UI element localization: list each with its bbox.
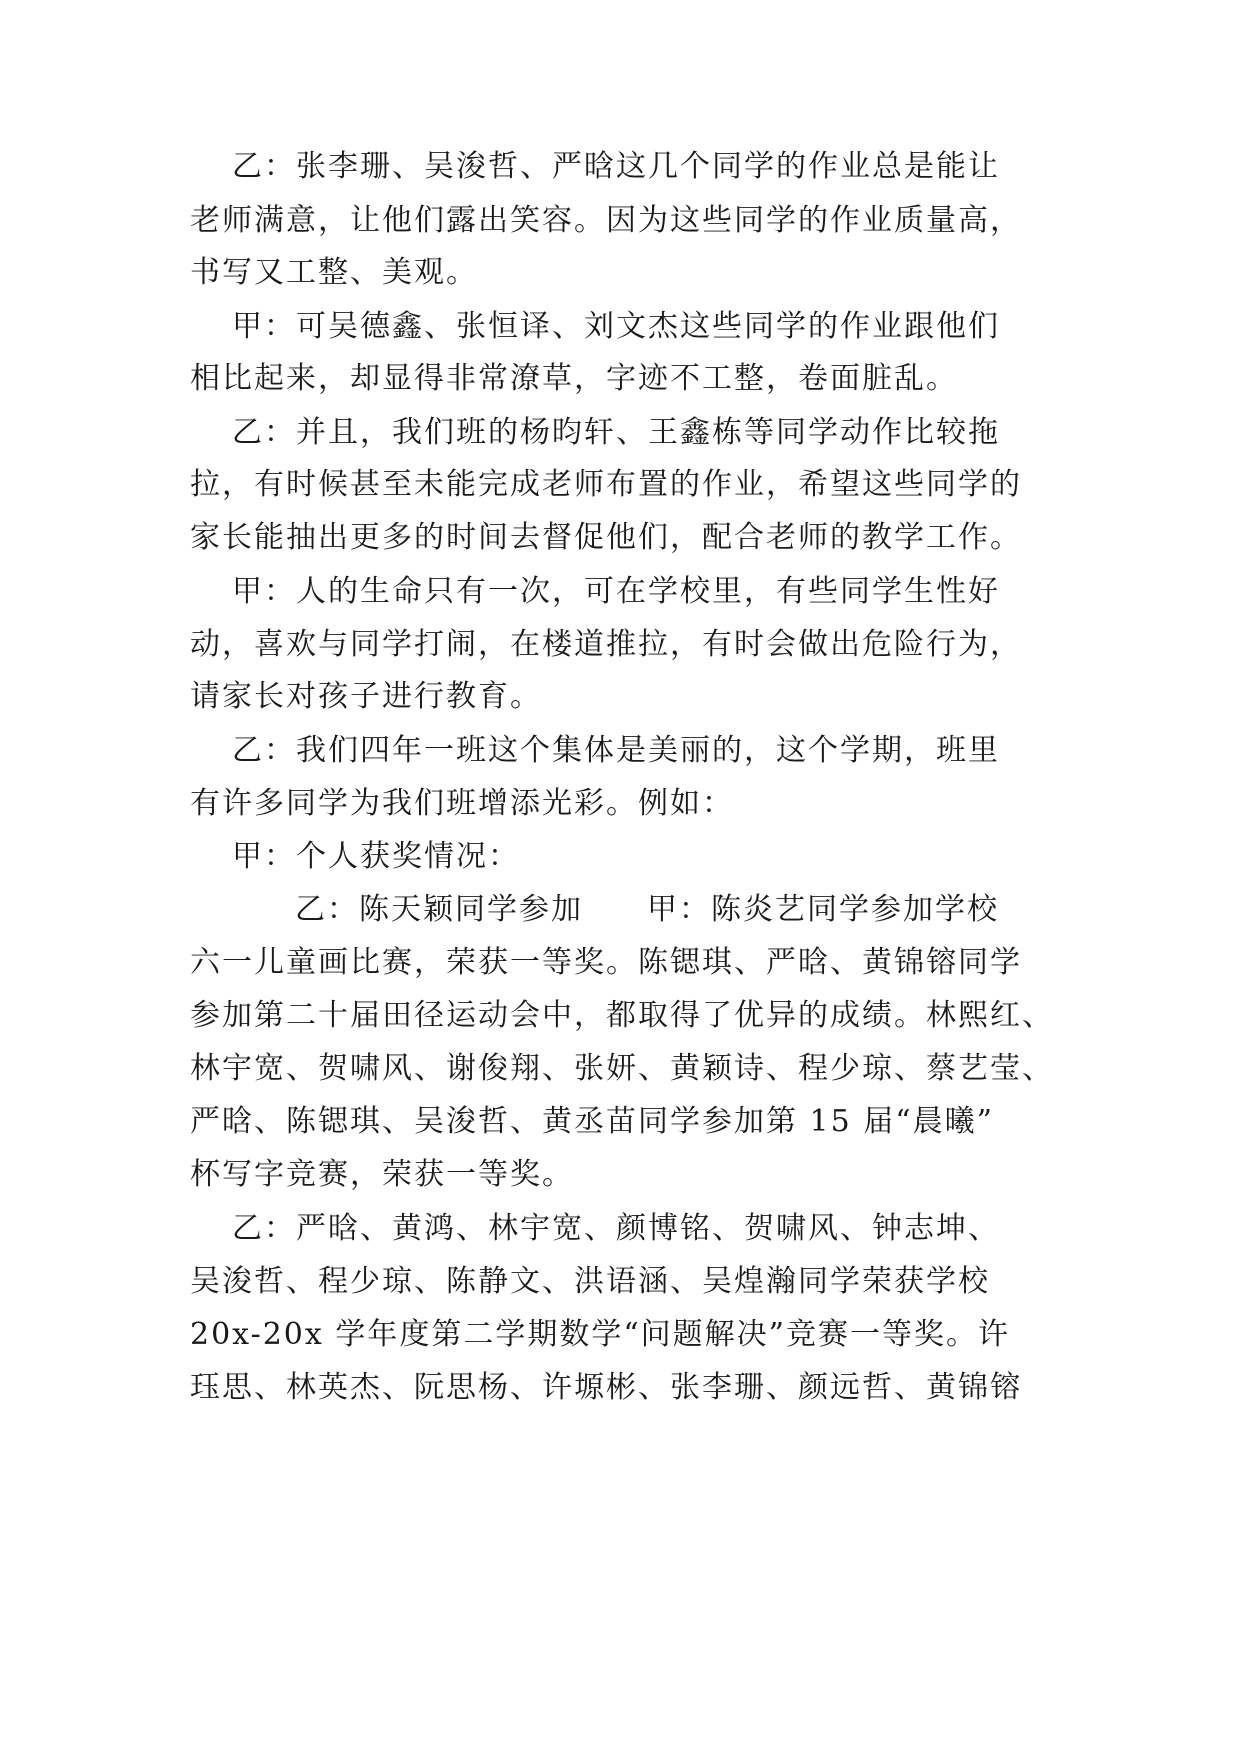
text-line: 动，喜欢与同学打闹，在楼道推拉，有时会做出危险行为， bbox=[190, 627, 1022, 662]
text-line: 乙：陈天颖同学参加 甲：陈炎艺同学参加学校 bbox=[295, 892, 999, 927]
text-line: 20x-20x 学年度第二学期数学“问题解决”竞赛一等奖。许 bbox=[190, 1317, 1011, 1352]
text-line: 请家长对孩子进行教育。 bbox=[190, 679, 542, 714]
text-line: 乙：并且，我们班的杨昀轩、王鑫栋等同学动作比较拖 bbox=[232, 415, 1000, 450]
text-line: 老师满意，让他们露出笑容。因为这些同学的作业质量高， bbox=[190, 203, 1022, 238]
text-line: 林宇宽、贺啸风、谢俊翔、张妍、黄颖诗、程少琼、蔡艺莹、 bbox=[190, 1051, 1054, 1086]
text-line: 杯写字竞赛，荣获一等奖。 bbox=[190, 1157, 574, 1192]
text-line: 参加第二十届田径运动会中，都取得了优异的成绩。林熙红、 bbox=[190, 998, 1054, 1033]
text-line: 乙：张李珊、吴浚哲、严晗这几个同学的作业总是能让 bbox=[232, 149, 1000, 184]
text-line: 拉，有时候甚至未能完成老师布置的作业，希望这些同学的 bbox=[190, 467, 1022, 502]
text-line: 有许多同学为我们班增添光彩。例如： bbox=[190, 786, 734, 821]
text-line: 吴浚哲、程少琼、陈静文、洪语涵、吴煌瀚同学荣获学校 bbox=[190, 1264, 990, 1299]
text-line: 相比起来，却显得非常潦草，字迹不工整，卷面脏乱。 bbox=[190, 361, 958, 396]
text-line: 甲：人的生命只有一次，可在学校里，有些同学生性好 bbox=[232, 574, 1000, 609]
text-line: 珏思、林英杰、阮思杨、许塬彬、张李珊、颜远哲、黄锦镕 bbox=[190, 1370, 1022, 1405]
text-line: 六一儿童画比赛，荣获一等奖。陈锶琪、严晗、黄锦镕同学 bbox=[190, 945, 1022, 980]
text-line: 家长能抽出更多的时间去督促他们，配合老师的教学工作。 bbox=[190, 520, 1022, 555]
text-line: 严晗、陈锶琪、吴浚哲、黄丞苗同学参加第 15 届“晨曦” bbox=[190, 1104, 994, 1139]
text-line: 甲：个人获奖情况： bbox=[232, 839, 520, 874]
text-line: 乙：严晗、黄鸿、林宇宽、颜博铭、贺啸风、钟志坤、 bbox=[232, 1211, 1000, 1246]
text-line: 书写又工整、美观。 bbox=[190, 255, 478, 290]
text-line: 甲：可吴德鑫、张恒译、刘文杰这些同学的作业跟他们 bbox=[232, 309, 1000, 344]
text-line: 乙：我们四年一班这个集体是美丽的，这个学期，班里 bbox=[232, 733, 1000, 768]
